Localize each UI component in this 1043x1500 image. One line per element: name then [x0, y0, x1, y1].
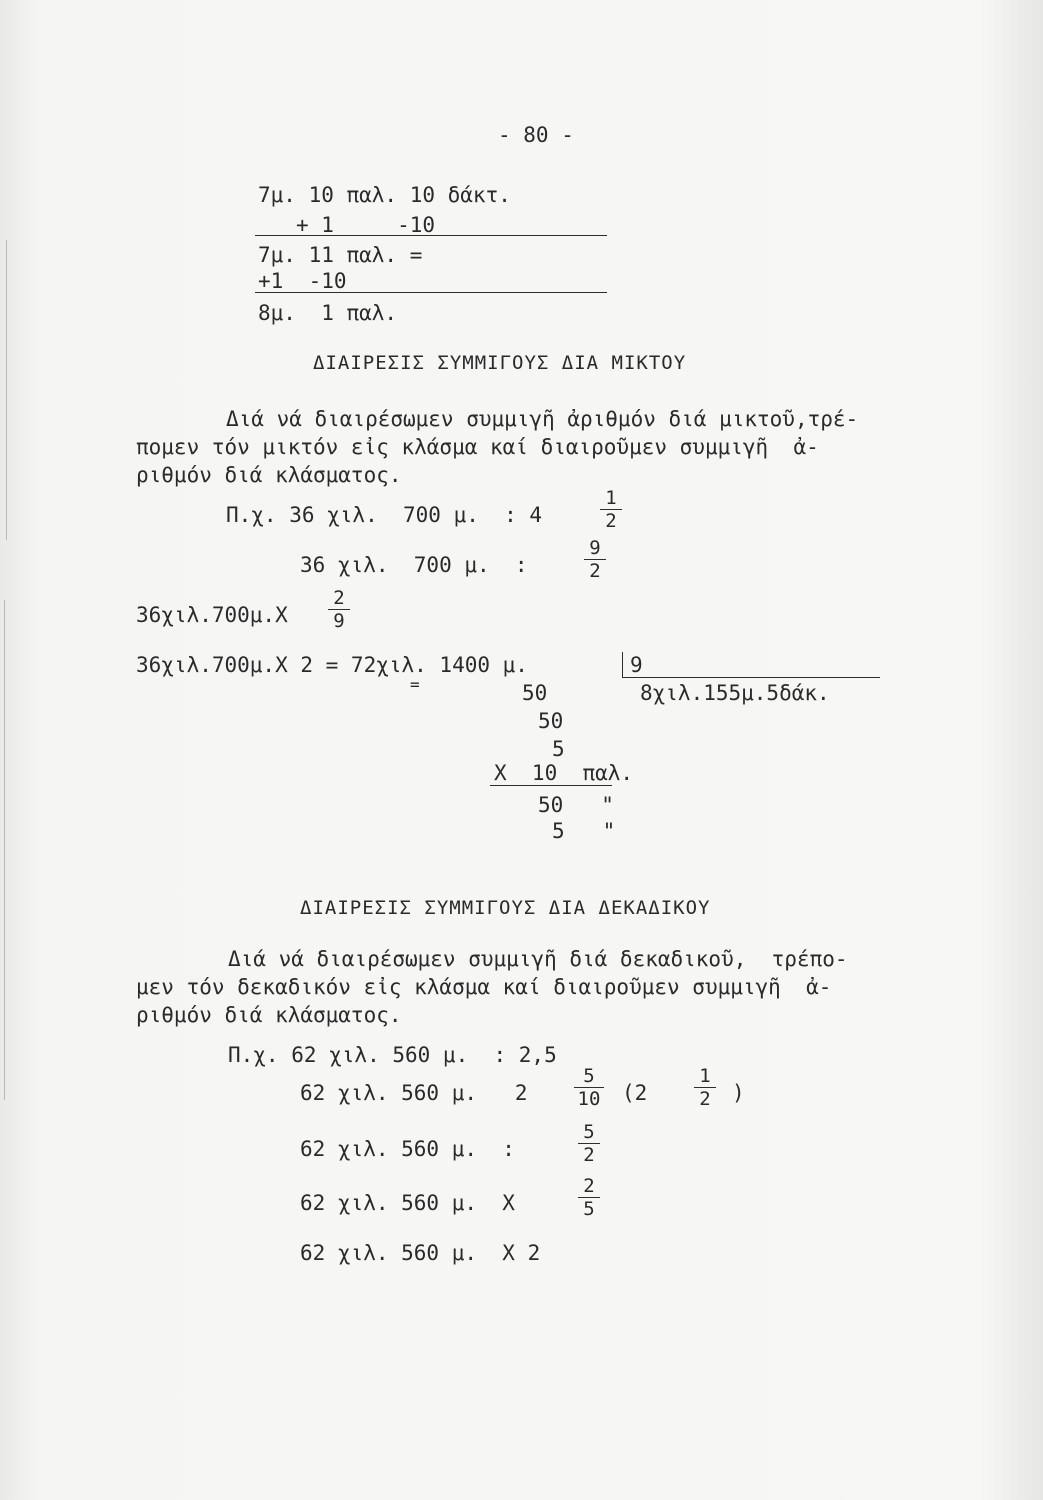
fraction [574, 1066, 604, 1109]
section-heading: ΔΙΑΙΡΕΣΙΣ ΣΥΜΜΙΓΟΥΣ ΔΙΑ ΜΙΚΤΟΥ [313, 352, 687, 374]
numerator: 5 [578, 1122, 600, 1144]
example-line: 62 χιλ. 560 μ. Χ [300, 1191, 515, 1215]
fraction [578, 1176, 600, 1219]
paren-text: ) [732, 1081, 745, 1105]
denominator: 9 [333, 610, 345, 632]
denominator: 2 [589, 560, 601, 582]
numerator: 9 [584, 538, 606, 560]
example-line: 62 χιλ. 560 μ. 2 [300, 1081, 528, 1105]
example-line: 36 χιλ. 700 μ. : [300, 553, 528, 577]
fraction [578, 1122, 600, 1165]
multiply-line: Χ 10 παλ. [494, 761, 634, 785]
addition-row-2: + 1 -10 [296, 213, 436, 237]
remainder: 5 [552, 737, 565, 761]
paragraph-line: Διά νά διαιρέσωμεν συμμιγῆ ἀριθμόν διά μικτοῦ,τρέ- [226, 407, 859, 431]
example-line: Π.χ. 62 χιλ. 560 μ. : 2,5 [228, 1043, 557, 1067]
margin-mark [4, 600, 5, 1100]
denominator: 2 [583, 1144, 595, 1166]
remainder: 50 [538, 709, 564, 733]
numerator: 1 [600, 488, 622, 510]
denominator: 5 [583, 1198, 595, 1220]
divisor: 9 [630, 653, 643, 677]
example-line: 36χιλ.700μ.Χ 2 = 72χιλ. 1400 μ. [136, 653, 528, 677]
example-line: 36χιλ.700μ.Χ [136, 603, 288, 627]
paragraph-line: πομεν τόν μικτόν εἰς κλάσμα καί διαιροῦμεν συμμιγῆ ἀ- [136, 435, 819, 459]
numerator: 2 [328, 588, 350, 610]
example-line: Π.χ. 36 χιλ. 700 μ. : 4 [226, 503, 543, 527]
remainder: 50 " [538, 793, 614, 817]
fraction [694, 1066, 716, 1109]
addition-rule [255, 235, 607, 236]
example-line: 62 χιλ. 560 μ. : [300, 1137, 515, 1161]
numerator: 5 [574, 1066, 604, 1088]
margin-mark [6, 240, 7, 540]
double-underline-mark: = [410, 675, 420, 694]
division-bracket [622, 652, 623, 678]
addition-rule [255, 292, 607, 293]
addition-row-1: 7μ. 10 παλ. 10 δάκτ. [258, 183, 511, 207]
denominator: 10 [577, 1088, 601, 1110]
fraction [600, 488, 622, 531]
numerator: 1 [694, 1066, 716, 1088]
quotient: 8χιλ.155μ.5δάκ. [640, 681, 830, 705]
division-rule [490, 785, 612, 786]
fraction [584, 538, 606, 581]
denominator: 2 [699, 1088, 711, 1110]
paragraph-line: μεν τόν δεκαδικόν εἰς κλάσμα καί διαιροῦμεν συμμιγῆ ἀ- [136, 975, 832, 999]
addition-row-4: +1 -10 [258, 269, 347, 293]
remainder: 5 " [552, 819, 616, 843]
paragraph-line: Διά νά διαιρέσωμεν συμμιγῆ διά δεκαδικοῦ, τρέπο- [228, 947, 848, 971]
fraction [328, 588, 350, 631]
section-heading: ΔΙΑΙΡΕΣΙΣ ΣΥΜΜΙΓΟΥΣ ΔΙΑ ΔΕΚΑΔΙΚΟΥ [300, 897, 711, 919]
page-number: - 80 - [498, 123, 574, 147]
example-line: 62 χιλ. 560 μ. Χ 2 [300, 1241, 541, 1265]
addition-result: 8μ. 1 παλ. [258, 301, 398, 325]
addition-row-3: 7μ. 11 παλ. = [258, 243, 423, 267]
denominator: 2 [605, 510, 617, 532]
remainder: 50 [522, 681, 548, 705]
division-rule [622, 677, 880, 678]
paragraph-line: ριθμόν διά κλάσματος. [136, 1003, 402, 1027]
paren-text: (2 [622, 1081, 648, 1105]
paragraph-line: ριθμόν διά κλάσματος. [136, 463, 402, 487]
numerator: 2 [578, 1176, 600, 1198]
